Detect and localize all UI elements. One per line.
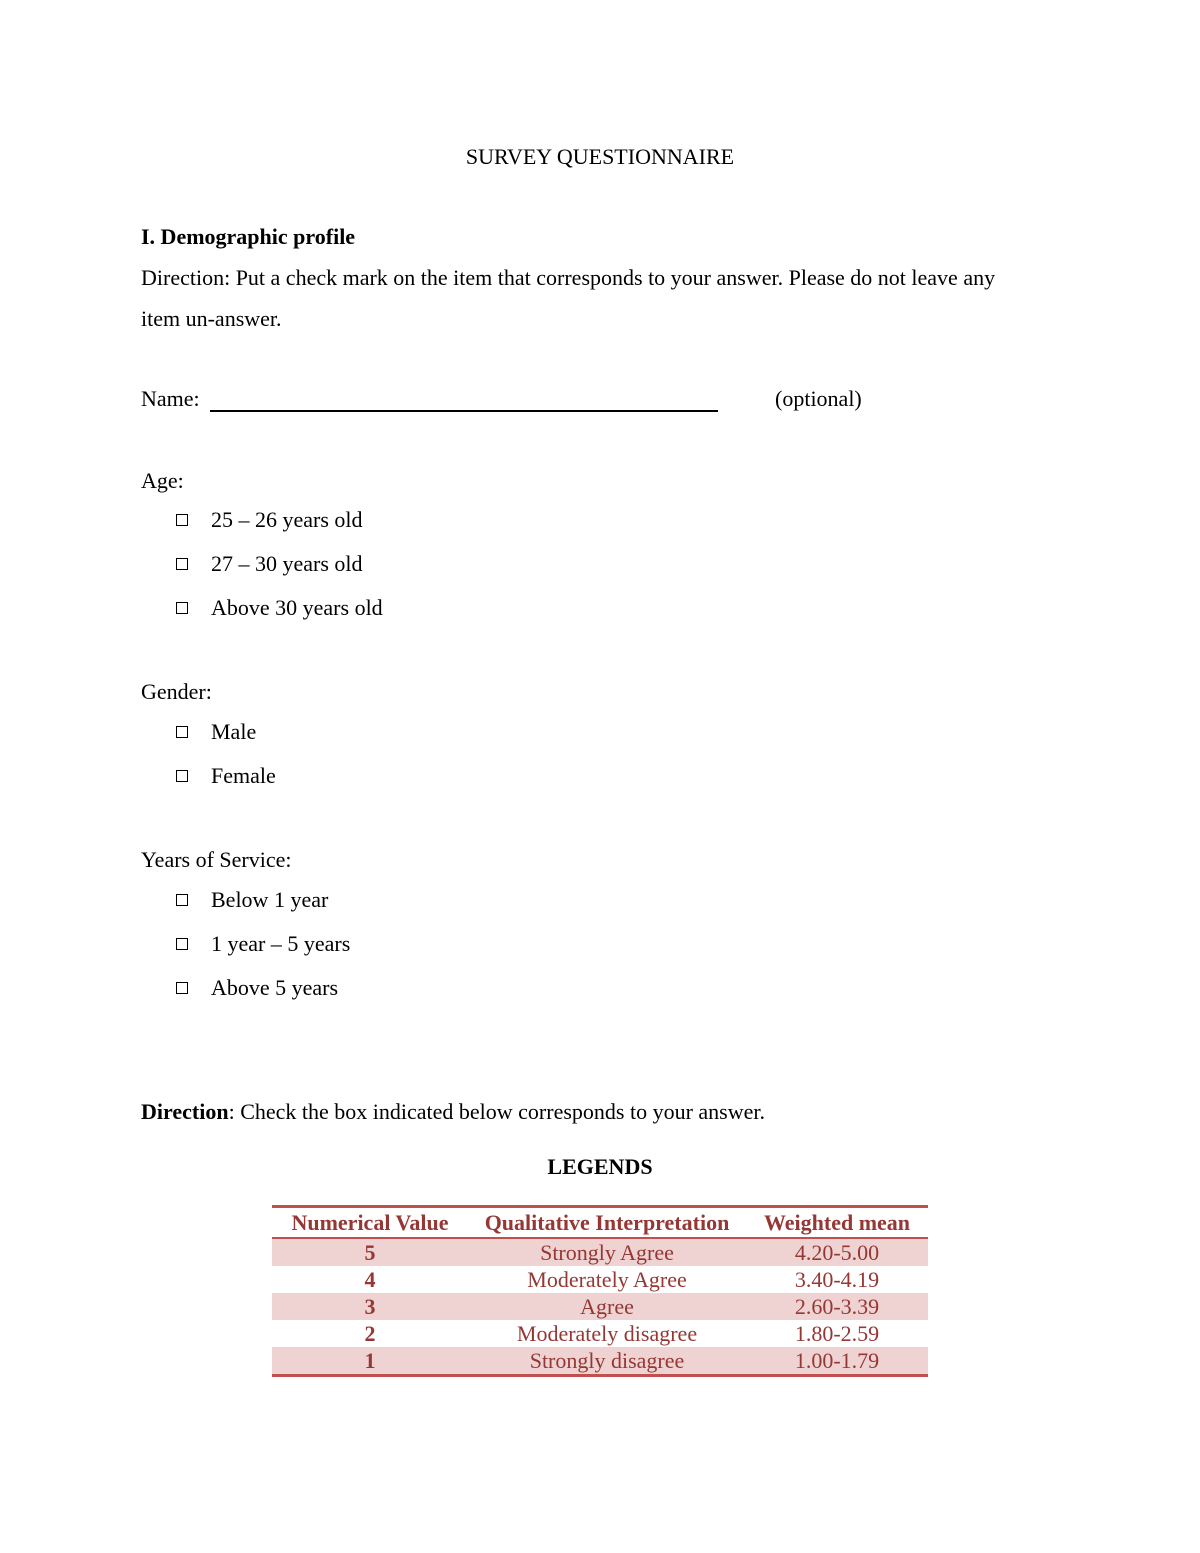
page-title: SURVEY QUESTIONNAIRE — [465, 144, 735, 169]
numerical-value: 4 — [364, 1266, 376, 1292]
table-row — [272, 1320, 928, 1347]
age-label: Age: — [141, 468, 184, 493]
option-label: 1 year – 5 years — [211, 931, 351, 956]
interpretation: Moderately Agree — [527, 1266, 687, 1292]
numerical-value: 5 — [364, 1239, 376, 1265]
interpretation: Agree — [580, 1293, 634, 1319]
legends-title: LEGENDS — [547, 1154, 653, 1179]
weighted-mean: 1.00-1.79 — [794, 1347, 880, 1373]
checkbox-icon[interactable] — [176, 894, 188, 906]
checkbox-icon[interactable] — [176, 770, 188, 782]
header-numerical-value: Numerical Value — [291, 1209, 449, 1235]
name-optional-note: (optional) — [775, 386, 862, 411]
header-weighted-mean: Weighted mean — [763, 1209, 911, 1235]
weighted-mean: 2.60-3.39 — [794, 1293, 880, 1319]
legend-header-row — [272, 1207, 928, 1239]
direction-line-2: item un-answer. — [141, 306, 282, 331]
interpretation: Moderately disagree — [516, 1320, 698, 1346]
checkbox-icon[interactable] — [176, 982, 188, 994]
checkbox-icon[interactable] — [176, 726, 188, 738]
weighted-mean: 1.80-2.59 — [794, 1320, 880, 1346]
name-blank-line[interactable] — [210, 410, 718, 412]
direction-check-box — [141, 1098, 765, 1126]
section-heading: I. Demographic profile — [141, 224, 356, 249]
gender-label: Gender: — [141, 679, 212, 704]
direction-text: : Check the box indicated below corresponds to your answer. — [228, 1099, 765, 1124]
table-row — [272, 1293, 928, 1320]
checkbox-icon[interactable] — [176, 602, 188, 614]
checkbox-icon[interactable] — [176, 558, 188, 570]
numerical-value: 3 — [364, 1293, 376, 1319]
service-label: Years of Service: — [141, 847, 292, 872]
direction-label: Direction — [141, 1099, 229, 1124]
numerical-value: 2 — [364, 1320, 376, 1346]
table-row — [272, 1266, 928, 1293]
option-label: Female — [211, 763, 276, 788]
interpretation: Strongly disagree — [529, 1347, 685, 1373]
weighted-mean: 4.20-5.00 — [794, 1239, 880, 1265]
checkbox-icon[interactable] — [176, 938, 188, 950]
option-label: Below 1 year — [211, 887, 329, 912]
legend-table — [272, 1205, 928, 1377]
option-label: Male — [211, 719, 257, 744]
option-label: Above 30 years old — [211, 595, 383, 620]
header-qualitative-interpretation: Qualitative Interpretation — [484, 1209, 730, 1235]
name-label: Name: — [141, 386, 200, 411]
option-label: 25 – 26 years old — [211, 507, 363, 532]
table-row — [272, 1238, 928, 1266]
direction-line-1: Direction: Put a check mark on the item that corresponds to your answer. Please do not leave any — [141, 265, 996, 290]
weighted-mean: 3.40-4.19 — [794, 1266, 880, 1292]
table-row — [272, 1347, 928, 1376]
option-label: Above 5 years — [211, 975, 339, 1000]
option-label: 27 – 30 years old — [211, 551, 363, 576]
interpretation: Strongly Agree — [540, 1239, 674, 1265]
numerical-value: 1 — [364, 1347, 376, 1373]
checkbox-icon[interactable] — [176, 514, 188, 526]
